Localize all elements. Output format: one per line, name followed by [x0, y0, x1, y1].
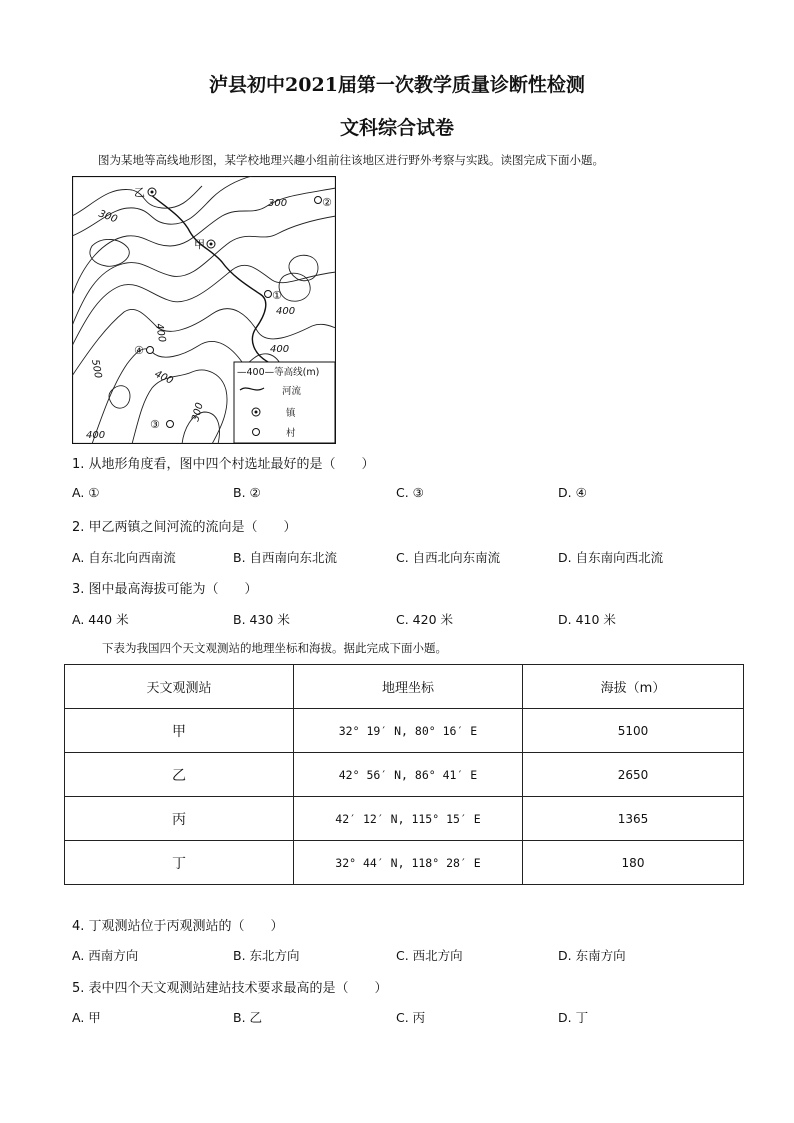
q5-option-d[interactable]: D. 丁 — [558, 1010, 589, 1025]
contour-label: 400 — [276, 306, 296, 317]
q1-option-b[interactable]: B. ② — [233, 485, 261, 500]
table-row — [65, 797, 744, 841]
town-label-jia: 甲 — [194, 238, 205, 251]
question-1: 1. 从地形角度看，图中四个村选址最好的是（ ） — [72, 457, 375, 472]
station-coordinates: 42° 56′ N, 86° 41′ E — [294, 753, 523, 797]
intro-table: 下表为我国四个天文观测站的地理坐标和海拔。据此完成下面小题。 — [102, 641, 447, 655]
q4-option-c[interactable]: C. 西北方向 — [396, 948, 463, 963]
village-symbol — [167, 421, 174, 428]
contour-label: 400 — [86, 430, 106, 441]
station-altitude: 180 — [523, 841, 744, 885]
q4-option-b[interactable]: B. 东北方向 — [233, 948, 300, 963]
table-header: 天文观测站 — [65, 665, 294, 709]
station-coordinates: 32° 44′ N, 118° 28′ E — [294, 841, 523, 885]
q2-option-a[interactable]: A. 自东北向西南流 — [72, 550, 176, 565]
station-coordinates: 32° 19′ N, 80° 16′ E — [294, 709, 523, 753]
legend-contour: —400—等高线(m) — [237, 367, 320, 378]
legend-river: 河流 — [282, 386, 302, 397]
table-header-row — [65, 665, 744, 709]
contour-label: 300 — [96, 208, 119, 226]
q2-option-d[interactable]: D. 自东南向西北流 — [558, 550, 664, 565]
question-2: 2. 甲乙两镇之间河流的流向是（ ） — [72, 520, 297, 535]
intro-map: 图为某地等高线地形图，某学校地理兴趣小组前往该地区进行野外考察与实践。读图完成下面小题。 — [98, 153, 604, 167]
legend-village: 村 — [286, 428, 296, 439]
q1-option-d[interactable]: D. ④ — [558, 485, 587, 500]
contour-label: 500 — [89, 358, 104, 380]
q5-option-b[interactable]: B. 乙 — [233, 1010, 263, 1025]
station-name: 甲 — [65, 709, 294, 753]
village-symbol — [147, 347, 154, 354]
village-symbol — [315, 197, 322, 204]
village-label-3: ③ — [150, 418, 160, 431]
q1-option-c[interactable]: C. ③ — [396, 485, 424, 500]
station-altitude: 2650 — [523, 753, 744, 797]
question-3: 3. 图中最高海拔可能为（ ） — [72, 582, 258, 597]
q5-option-a[interactable]: A. 甲 — [72, 1010, 101, 1025]
q3-option-a[interactable]: A. 440 米 — [72, 612, 129, 627]
q3-option-c[interactable]: C. 420 米 — [396, 612, 454, 627]
map-legend — [234, 362, 335, 443]
q1-option-a[interactable]: A. ① — [72, 485, 100, 500]
station-coordinates: 42′ 12′ N, 115° 15′ E — [294, 797, 523, 841]
q3-option-d[interactable]: D. 410 米 — [558, 612, 616, 627]
station-name: 丁 — [65, 841, 294, 885]
q5-option-c[interactable]: C. 丙 — [396, 1010, 426, 1025]
station-altitude: 1365 — [523, 797, 744, 841]
legend-town: 镇 — [286, 408, 296, 419]
contour-label: 400 — [270, 344, 290, 355]
question-4: 4. 丁观测站位于丙观测站的（ ） — [72, 919, 284, 934]
q4-option-a[interactable]: A. 西南方向 — [72, 948, 139, 963]
station-altitude: 5100 — [523, 709, 744, 753]
town-label-yi: 乙 — [134, 186, 145, 199]
observatory-table — [64, 664, 744, 885]
question-5: 5. 表中四个天文观测站建站技术要求最高的是（ ） — [72, 981, 388, 996]
village-symbol — [265, 291, 272, 298]
legend-village-symbol — [253, 429, 260, 436]
exam-subtitle: 文科综合试卷 — [339, 117, 454, 139]
q3-option-b[interactable]: B. 430 米 — [233, 612, 290, 627]
exam-title: 泸县初中2021届第一次教学质量诊断性检测 — [209, 74, 585, 96]
contour-map — [72, 176, 336, 444]
contour-label: 400 — [153, 322, 168, 344]
contour-label: 400 — [152, 368, 175, 387]
contour-label: 300 — [190, 401, 206, 423]
table-header: 海拔（m） — [523, 665, 744, 709]
table-row — [65, 841, 744, 885]
table-row — [65, 709, 744, 753]
station-name: 乙 — [65, 753, 294, 797]
table-row — [65, 753, 744, 797]
q2-option-c[interactable]: C. 自西北向东南流 — [396, 550, 501, 565]
q2-option-b[interactable]: B. 自西南向东北流 — [233, 550, 338, 565]
station-name: 丙 — [65, 797, 294, 841]
q4-option-d[interactable]: D. 东南方向 — [558, 948, 626, 963]
village-label-2: ② — [322, 196, 332, 209]
table-header: 地理坐标 — [294, 665, 523, 709]
contour-label: 300 — [268, 198, 288, 209]
village-label-4: ④ — [134, 344, 144, 357]
village-label-1: ① — [272, 289, 282, 302]
